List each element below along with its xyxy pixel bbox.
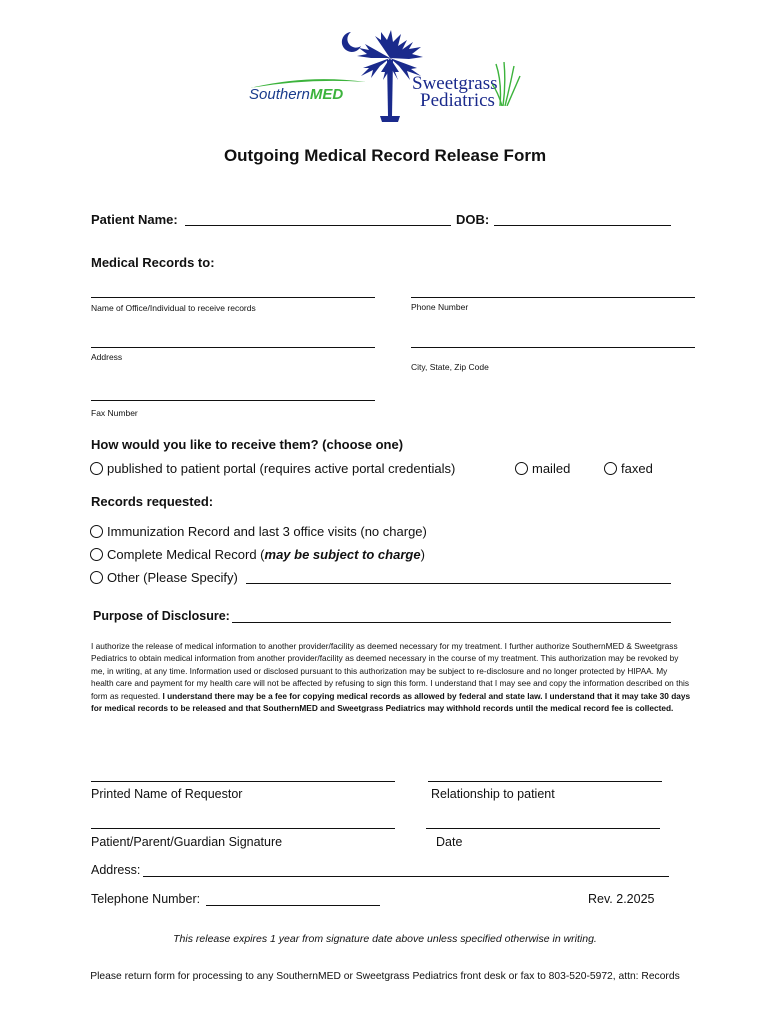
requestor-address-label: Address:: [91, 863, 141, 877]
purpose-label: Purpose of Disclosure:: [93, 609, 230, 623]
patient-name-field[interactable]: [185, 225, 451, 226]
sweetgrass-icon: [492, 62, 522, 106]
radio-faxed[interactable]: [604, 462, 617, 475]
radio-mailed[interactable]: [515, 462, 528, 475]
purpose-field[interactable]: [232, 622, 671, 623]
signature-label: Patient/Parent/Guardian Signature: [91, 835, 283, 849]
expiry-note: This release expires 1 year from signature date above unless specified otherwise in writing.: [173, 933, 597, 945]
relationship-field[interactable]: [428, 781, 662, 782]
fax-field[interactable]: [91, 400, 375, 401]
radio-complete-record[interactable]: [90, 548, 103, 561]
records-to-heading: Medical Records to:: [91, 255, 215, 270]
date-field[interactable]: [426, 828, 660, 829]
radio-other[interactable]: [90, 571, 103, 584]
telephone-label: Telephone Number:: [91, 892, 201, 906]
dob-label: DOB:: [456, 212, 490, 227]
footer-instructions: Please return form for processing to any SouthernMED or Sweetgrass Pediatrics front desk or fax to 803-520-5972, attn: Records: [90, 971, 680, 982]
radio-portal[interactable]: [90, 462, 103, 475]
records-requested-heading: Records requested:: [91, 494, 214, 509]
city-label: City, State, Zip Code: [411, 362, 489, 372]
office-label: Name of Office/Individual to receive records: [91, 303, 256, 313]
patient-name-label: Patient Name:: [91, 212, 178, 227]
relationship-label: Relationship to patient: [431, 787, 555, 801]
option-portal[interactable]: published to patient portal (requires active portal credentials): [90, 461, 455, 476]
phone-label: Phone Number: [411, 302, 469, 312]
delivery-question: How would you like to receive them? (choose one): [91, 437, 404, 452]
radio-immunization[interactable]: [90, 525, 103, 538]
authorization-text: I authorize the release of medical information to another provider/facility as deemed necessary for my treatment. I further authorize SouthernMED & Sweetgrass Pediatrics to obtain medical information from another provider/facility as deemed necessary in the course of my treatment. This authorization may be revoked by me, in writing, at any time. Information used or disclosed pursuant to this authorization may be subject to re-disclosure and no longer protected by HIPAA. My health care and payment for my health care will not be affected by refusing to sign this form. I understand that I may see and copy the information described on this form as requested. I understand there may be a fee for copying medical records as allowed by federal and state law. I understand that it may take 30 days for medical records to be released and that SouthernMED and Sweetgrass Pediatrics may withhold records until the medical record fee is collected.: [91, 641, 691, 714]
option-faxed[interactable]: faxed: [604, 461, 653, 476]
form-title: Outgoing Medical Record Release Form: [223, 146, 547, 165]
southernmed-wordmark: SouthernMED: [249, 86, 344, 103]
address-field[interactable]: [91, 347, 375, 348]
option-other[interactable]: Other (Please Specify): [90, 570, 238, 585]
sweetgrass-wordmark: Sweetgrass Pediatrics: [412, 73, 498, 111]
option-immunization[interactable]: Immunization Record and last 3 office visits (no charge): [90, 524, 427, 539]
printed-name-label: Printed Name of Requestor: [91, 787, 243, 801]
printed-name-field[interactable]: [91, 781, 395, 782]
city-field[interactable]: [411, 347, 695, 348]
fax-label: Fax Number: [91, 408, 138, 418]
signature-field[interactable]: [91, 828, 395, 829]
requestor-address-field[interactable]: [143, 876, 669, 877]
option-complete-record[interactable]: Complete Medical Record (may be subject to charge): [90, 547, 425, 562]
revision-label: Rev. 2.2025: [588, 892, 655, 906]
option-mailed[interactable]: mailed: [515, 461, 570, 476]
office-field[interactable]: [91, 297, 375, 298]
date-label: Date: [436, 835, 463, 849]
address-label: Address: [91, 352, 123, 362]
telephone-field[interactable]: [206, 905, 380, 906]
dob-field[interactable]: [494, 225, 671, 226]
phone-field[interactable]: [411, 297, 695, 298]
other-specify-field[interactable]: [246, 583, 671, 584]
